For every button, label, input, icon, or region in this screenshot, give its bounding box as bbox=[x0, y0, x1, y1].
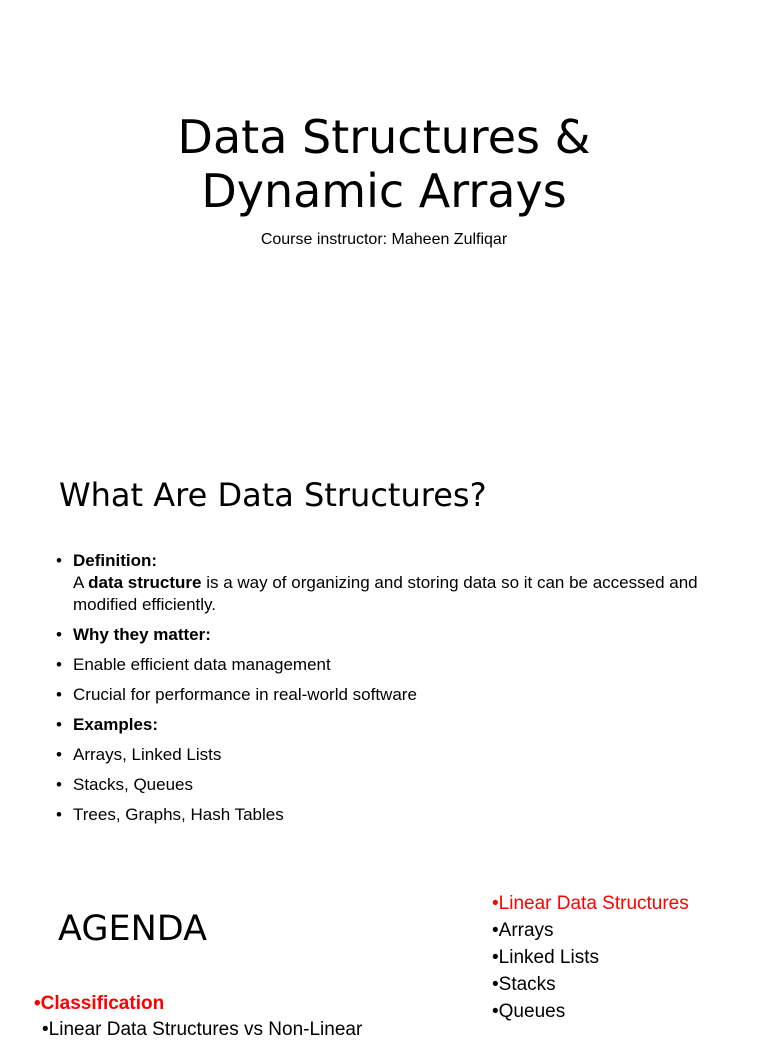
title-slide bbox=[0, 0, 768, 430]
bullet-why-item-2 bbox=[56, 684, 736, 706]
why-item-text: Enable efficient data management bbox=[73, 655, 331, 674]
definition-term: data structure bbox=[88, 573, 202, 592]
examples-label: Examples: bbox=[73, 715, 159, 734]
definition-slide bbox=[0, 430, 768, 860]
definition-label: Definition: bbox=[73, 551, 158, 570]
example-item-text: Arrays, Linked Lists bbox=[73, 745, 222, 764]
agenda-left-list bbox=[34, 990, 164, 1017]
why-item-text: Crucial for performance in real-world software bbox=[73, 685, 417, 704]
bullet-example-item-3 bbox=[56, 804, 736, 826]
example-item-text: Stacks, Queues bbox=[73, 775, 194, 794]
bullet-examples bbox=[56, 714, 736, 736]
slide-heading: What Are Data Structures? bbox=[59, 476, 487, 514]
slide-title bbox=[0, 110, 768, 218]
bullet-dot: • bbox=[56, 551, 62, 570]
bullet-dot: • bbox=[56, 745, 62, 764]
bullet-dot: • bbox=[56, 655, 62, 674]
bullet-list bbox=[56, 550, 736, 834]
agenda-topic-list bbox=[492, 890, 689, 1025]
agenda-topic-arrays: •Arrays bbox=[492, 920, 554, 941]
bullet-dot: • bbox=[56, 775, 62, 794]
bullet-dot: • bbox=[56, 685, 62, 704]
why-label: Why they matter: bbox=[73, 625, 211, 644]
bullet-why-item-1 bbox=[56, 654, 736, 676]
slide-subtitle: Course instructor: Maheen Zulfiqar bbox=[260, 231, 508, 248]
bullet-why bbox=[56, 624, 736, 646]
example-item-text: Trees, Graphs, Hash Tables bbox=[73, 805, 284, 824]
agenda-topic-queues: •Queues bbox=[492, 1001, 566, 1022]
agenda-topic-stacks: •Stacks bbox=[492, 974, 556, 995]
bullet-dot: • bbox=[56, 805, 62, 824]
definition-pre: A bbox=[73, 573, 89, 592]
definition-post: is a way of organizing and storing data so it can be accessed and modified efficiently. bbox=[73, 573, 698, 614]
bullet-example-item-2 bbox=[56, 774, 736, 796]
bullet-definition bbox=[56, 550, 736, 616]
agenda-title: AGENDA bbox=[58, 909, 208, 949]
bullet-dot: • bbox=[56, 715, 62, 734]
slide-title-line-1: Data Structures & bbox=[177, 110, 591, 164]
definition-text bbox=[73, 573, 698, 614]
agenda-cut-off-line: •Linear Data Structures vs Non-Linear bbox=[42, 1019, 363, 1040]
agenda-topic-linked-lists: •Linked Lists bbox=[492, 947, 599, 968]
bullet-dot: • bbox=[56, 625, 62, 644]
agenda-topic-linear: •Linear Data Structures bbox=[492, 893, 689, 914]
bullet-example-item-1 bbox=[56, 744, 736, 766]
agenda-slide bbox=[0, 860, 768, 1040]
agenda-item-classification: •Classification bbox=[34, 993, 165, 1014]
slide-title-line-2: Dynamic Arrays bbox=[201, 164, 567, 218]
